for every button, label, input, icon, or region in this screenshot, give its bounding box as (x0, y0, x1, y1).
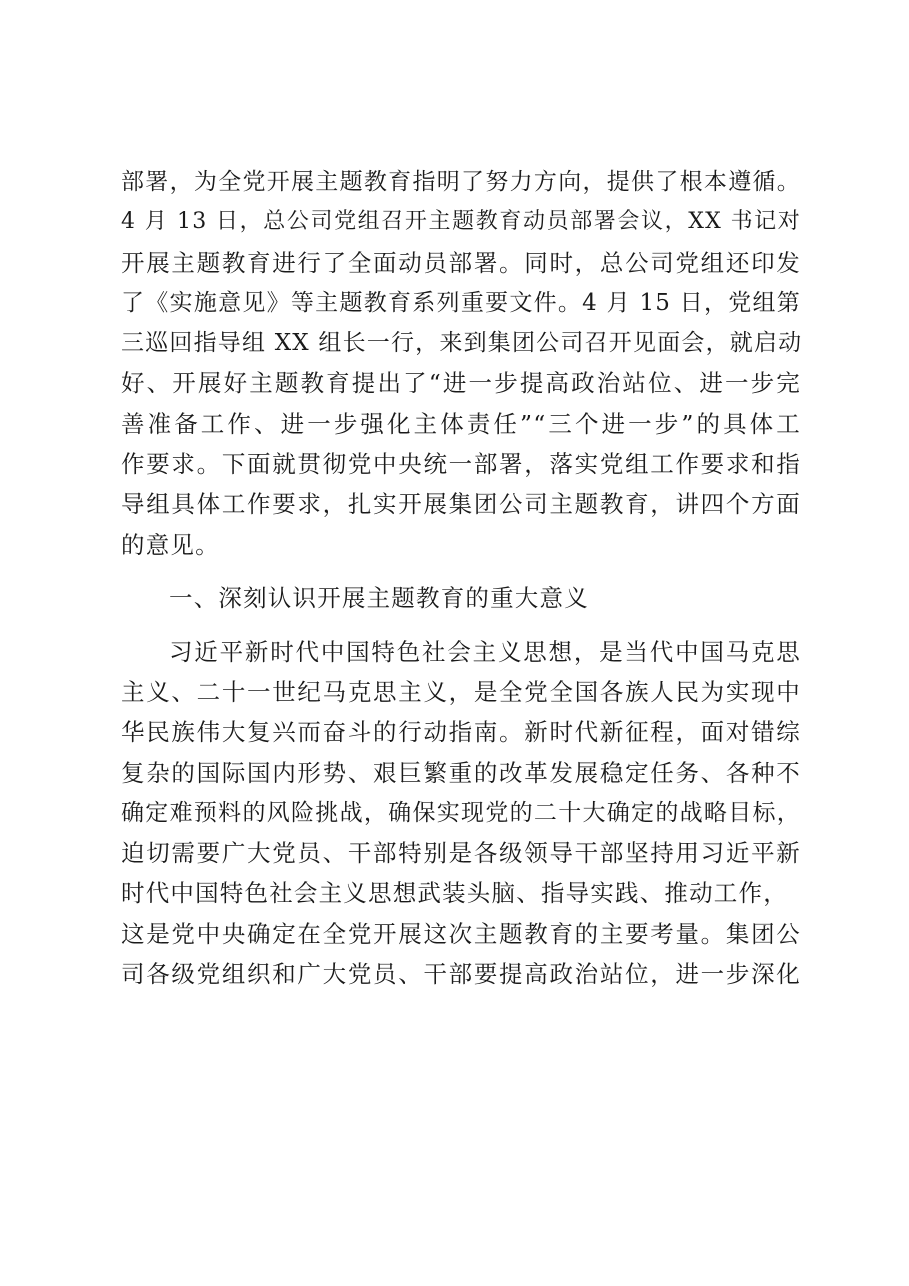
paragraph-1-line-4: 了《实施意见》等主题教育系列重要文件。4 月 15 日，党组第 (121, 290, 801, 316)
paragraph-2-line-8: 这是党中央确定在全党开展这次主题教育的主要考量。集团公 (121, 920, 801, 948)
paragraph-1-line-10: 的意见。 (121, 531, 220, 559)
paragraph-2-line-7: 时代中国特色社会主义思想武装头脑、指导实践、推动工作， (121, 879, 788, 907)
paragraph-1-line-2: 4 月 13 日，总公司党组召开主题教育动员部署会议，XX 书记对 (121, 209, 801, 234)
paragraph-1-line-3: 开展主题教育进行了全面动员部署。同时，总公司党组还印发 (121, 249, 801, 277)
paragraph-2-line-2: 主义、二十一世纪马克思主义，是全党全国各族人民为实现中 (121, 678, 801, 706)
paragraph-1-line-9: 导组具体工作要求，扎实开展集团公司主题教育，讲四个方面 (121, 490, 801, 518)
paragraph-1-line-8: 作要求。下面就贯彻党中央统一部署，落实党组工作要求和指 (121, 450, 801, 478)
section-heading: 一、深刻认识开展主题教育的重大意义 (169, 584, 589, 612)
paragraph-2-line-5: 确定难预料的风险挑战，确保实现党的二十大确定的战略目标， (121, 800, 801, 826)
paragraph-2-line-4: 复杂的国际国内形势、艰巨繁重的改革发展稳定任务、各种不 (121, 759, 801, 787)
paragraph-1-line-7: 善准备工作、进一步强化主体责任”“三个进一步”的具体工 (121, 410, 801, 438)
paragraph-1-line-1: 部署，为全党开展主题教育指明了努力方向，提供了根本遵循。 (121, 169, 801, 195)
paragraph-1-line-5: 三巡回指导组 XX 组长一行，来到集团公司召开见面会，就启动 (121, 330, 803, 356)
paragraph-2-line-1: 习近平新时代中国特色社会主义思想，是当代中国马克思 (169, 638, 801, 666)
paragraph-1-line-6: 好、开展好主题教育提出了“进一步提高政治站位、进一步完 (121, 369, 801, 397)
paragraph-2-line-9: 司各级党组织和广大党员、干部要提高政治站位，进一步深化 (121, 960, 801, 988)
paragraph-2-line-3: 华民族伟大复兴而奋斗的行动指南。新时代新征程，面对错综 (121, 718, 801, 746)
paragraph-2-line-6: 迫切需要广大党员、干部特别是各级领导干部坚持用习近平新 (121, 839, 801, 867)
